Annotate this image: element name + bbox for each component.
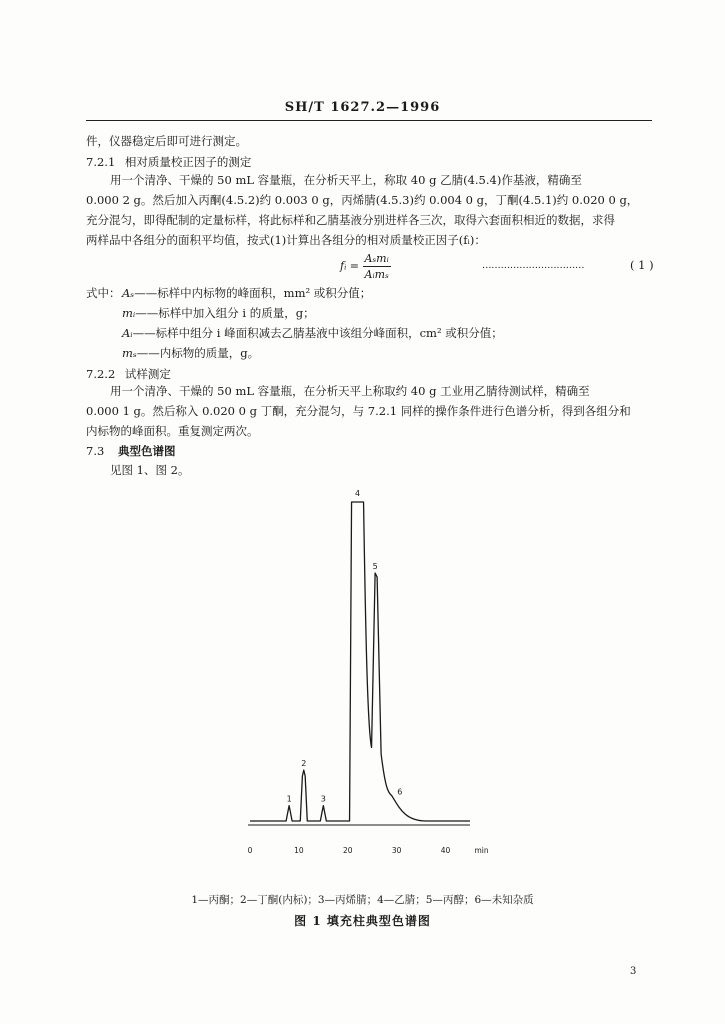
peak-label-6: 6 xyxy=(397,787,403,797)
paragraph-line: 0.000 1 g。然后称入 0.020 0 g 丁酮，充分混匀，与 7.2.1 同样的操作条件进行色谱分析，得到各组分和 xyxy=(86,404,631,418)
peak-label-4: 4 xyxy=(355,489,361,498)
definition-text: ——标样中加入组分 i 的质量，g； xyxy=(135,306,315,320)
definition-1 xyxy=(122,286,371,300)
equation-number: ( 1 ) xyxy=(630,258,654,272)
peak-label-3: 3 xyxy=(320,794,326,804)
formula-leader: …………………………… xyxy=(482,260,585,271)
formula-fraction xyxy=(363,252,391,281)
x-unit-label: min xyxy=(474,846,489,855)
formula-numerator: Aₛmᵢ xyxy=(364,252,389,265)
peak-label-5: 5 xyxy=(372,562,378,572)
definition-text: ——标样中内标物的峰面积，mm² 或积分值； xyxy=(134,286,372,300)
paragraph-line: 用一个清净、干燥的 50 mL 容量瓶，在分析天平上称取约 40 g 工业用乙腈待测试样，精确至 xyxy=(110,384,590,398)
header-rule xyxy=(86,120,652,121)
peak-labels xyxy=(287,489,403,804)
symbol: Aᵢ xyxy=(122,326,133,340)
peak-label-1: 1 xyxy=(286,794,292,804)
chromatogram-chart xyxy=(230,480,510,870)
tick-labels xyxy=(248,846,489,855)
definition-text: ——内标物的质量，g。 xyxy=(136,346,260,360)
paragraph-line: 见图 1、图 2。 xyxy=(110,463,190,477)
section-number: 7.2.1 xyxy=(86,155,116,169)
definition-4 xyxy=(122,346,259,360)
continued-text: 件，仪器稳定后即可进行测定。 xyxy=(86,134,247,148)
paragraph-line: 0.000 2 g。然后加入丙酮(4.5.2)约 0.003 0 g，丙烯腈(4.5.3)约 0.004 0 g，丁酮(4.5.1)约 0.020 0 g， xyxy=(86,193,639,207)
page-header: SH/T 1627.2—1996 xyxy=(284,100,441,115)
symbol: Aₛ xyxy=(122,286,135,300)
formula-denominator: Aᵢmₛ xyxy=(364,268,389,281)
section-title: 试样测定 xyxy=(124,367,171,381)
paragraph-line: 内标物的峰面积。重复测定两次。 xyxy=(86,424,259,438)
paragraph-line: 充分混匀，即得配制的定量标样，将此标样和乙腈基液分别进样各三次，取得六套面积相近的数据，求得 xyxy=(86,213,615,227)
section-title: 典型色谱图 xyxy=(117,444,176,458)
x-tick-label: 10 xyxy=(294,846,304,855)
paragraph-line: 用一个清净、干燥的 50 mL 容量瓶，在分析天平上，称取 40 g 乙腈(4.5.4)作基液，精确至 xyxy=(110,173,582,187)
formula-1 xyxy=(340,252,391,281)
definition-3 xyxy=(122,326,503,340)
page-number: 3 xyxy=(630,966,637,977)
section-7-2-1-heading xyxy=(86,154,251,170)
figure-caption: 1—丙酮；2—丁酮(内标)；3—丙烯腈；4—乙腈；5—丙醇；6—未知杂质 xyxy=(191,894,534,906)
figure-title: 图 1 填充柱典型色谱图 xyxy=(294,914,431,928)
section-number: 7.2.2 xyxy=(86,367,116,381)
peak-label-2: 2 xyxy=(301,759,307,769)
section-title: 相对质量校正因子的测定 xyxy=(124,155,252,169)
x-tick-label: 20 xyxy=(343,846,353,855)
section-number: 7.3 xyxy=(86,444,105,458)
x-tick-label: 40 xyxy=(440,846,451,855)
chromatogram-trace xyxy=(250,502,470,821)
section-7-3-heading xyxy=(86,443,175,459)
definition-text: ——标样中组分 i 峰面积减去乙腈基液中该组分峰面积，cm² 或积分值； xyxy=(132,326,503,340)
paragraph-line: 两样品中各组分的面积平均值，按式(1)计算出各组分的相对质量校正因子(fᵢ)： xyxy=(86,233,486,247)
where-label: 式中： xyxy=(86,286,121,300)
formula-lhs: fᵢ = xyxy=(340,259,359,273)
section-7-2-2-heading xyxy=(86,366,171,382)
symbol: mᵢ xyxy=(122,306,136,320)
x-tick-label: 30 xyxy=(391,846,402,855)
definition-2 xyxy=(122,306,315,320)
x-tick-label: 0 xyxy=(247,846,253,855)
symbol: mₛ xyxy=(122,346,137,360)
